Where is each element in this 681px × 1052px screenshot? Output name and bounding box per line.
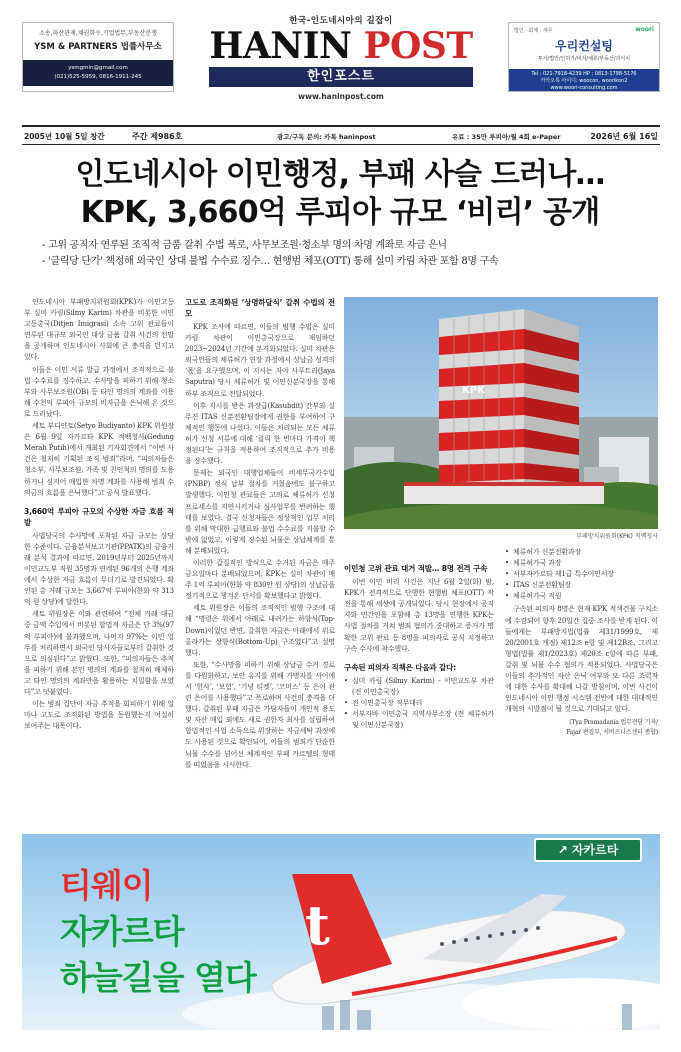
list-item: • 전 이민총국장 직무대리 — [344, 698, 494, 709]
subscription-contact: 광고/구독 문의: 카톡 haninpost — [277, 133, 376, 141]
founded-date: 2005년 10월 5일 창간 — [24, 132, 105, 141]
ad-consulting-contact — [509, 69, 659, 91]
ad-law-firm-email: ysmgmin@gmail.com — [68, 65, 128, 71]
article-column-2 — [185, 297, 335, 772]
paragraph: 세토 위원장은 이와 관련하여 “전체 거래 대금 중 금액 수입에서 비롯된 합법적 자금은 단 3%(97억 루피아)에 불과했으며, 나머지 97%는 이민 업무를 처리하면서 외국인 당사자들로부터 갈취한 것으로 의심된다”고 밝혔다. 또한, “피의자들은 추적을 피하기 위해 본인 명의의 계좌를 철저히 배제하고 타인 명의의 계좌만을 활용하는 치밀함을 보였다”고 덧붙였다. — [24, 610, 174, 696]
headline-line-1: 인도네시아 이민행정, 부패 사슬 드러나… — [75, 157, 605, 192]
kpk-building-illustration — [344, 297, 658, 529]
section-heading: 이민청 고위 관료 대거 적발… 8명 전격 구속 — [344, 564, 488, 574]
paragraph: 이는 범죄 집단이 자금 추적을 회피하기 위해 얼마나 고도로 조직화된 방법을 동원했는지 여실히 보여주는 대목이다. — [24, 700, 174, 731]
ad-destination: 자카르타 — [60, 912, 184, 951]
section-heading: 구속된 피의자 직책은 다음과 같다: — [344, 662, 457, 672]
ad-law-firm-services: 소송,파산관재,채권회수,기업법무,부동산분쟁 — [39, 30, 157, 37]
paragraph: 세토 부디얀토(Setyo Budiyanto) KPK 위원장은 6월 9일 자카르타 KPK 적백청사(Gedung Merah Putih)에서 개최된 기자회견에서 “이번 사건은 철저히 기획된 조직 범죄”라며, “피의자들은 청소부, 사무보조원, 가족 및 친인척의 명의를 도용하거나 심지어 매입한 차명 계좌를 사용해 범죄 수익금의 흐름을 은닉했다”고 공식 발표했다. — [24, 422, 174, 497]
article-column-3 — [344, 545, 494, 733]
ad-consulting-name: 우리컨설팅 — [555, 39, 613, 53]
main-headline — [20, 156, 660, 232]
byline: Fajar 편집부, 서비즈니스센터 종합) — [566, 729, 658, 737]
paragraph: 이후 지시를 받은 과장급(Kasubdit) 간부와 실무진 ITAS 신분전환팀장에게 권한을 부여하여 구체적인 행동에 나섰다. 이들은 처리되는 모든 체류허가 신청 서류에 대해 ‘클릭 한 번마다 가격이 책정된다’는 규칙을 적용하여 조직적으로 추가 비용을 징수했다. — [185, 401, 335, 466]
ad-slogan: 하늘길을 열다 — [60, 958, 256, 997]
ad-law-firm-phone: (021)525-5959, 0816-1911-245 — [54, 74, 142, 80]
paragraph: 인도네시아 부패방지위원회(KPK)가 이민고등부 실미 카림(Silmy Karim) 차관을 비롯한 이민고등총국(Ditjen Imigrasi) 소속 고위 관료들이 연루된 대규모 외국인 대상 금품 갈취 사건의 전말을 공개하며 인도네시아 사회에 큰 충격을 던지고 있다. — [24, 298, 174, 362]
ad-law-firm-name: YSM & PARTNERS 법률사무소 — [34, 42, 162, 52]
brand-url[interactable]: www.haninpost.com — [298, 92, 384, 101]
ad-law-firm-contact — [23, 60, 173, 86]
section-heading: 고도로 조직화된 ‘상명하달식’ 갈취 수법의 전모 — [185, 298, 335, 318]
brand-korean-name: 한인포스트 — [209, 67, 473, 87]
paragraph: 세토 위원장은 이들의 조직적인 범행 구조에 대해 “명령은 위에서 아래로 내려가는 하향식(Top-Down)이었던 반면, 갈취한 자금은 아래에서 위로 올라가는 상향식(Bottom-Up) 구조였다”고 설명했다. — [185, 604, 335, 657]
article-column-4 — [505, 545, 658, 738]
tail-logo-glyph: t — [305, 893, 330, 957]
logo-hanin: HANIN — [209, 25, 352, 67]
paragraph: 또한, “수사망을 피하기 위해 상납금 수거 경로를 다원화하고, 보안 유지를 위해 가명자를 사이에서 ‘헌사’, ‘보험’, ‘기념 티켓’, ‘코머스’ 등 은어 관련 은어를 사용했다”고 폭로하며 사건의 충격을 더했다. 갈취된 부패 자금은 가담자들이 개인적 용도 및 자산 매입 외에도 새로 권한자 최사를 설립하여 합법적인 사업 소득으로 위장하는 자금세탁 과정에도 사용된 것으로 확인되어, 이들의 범죄가 단순한 뇌물 수수를 넘어선 체계적인 부패 카르텔의 형태를 띠었음을 시사한다. — [185, 660, 335, 769]
building-sign: KPK — [462, 385, 485, 396]
suspect-list — [344, 676, 494, 731]
kpk-building-photo — [344, 297, 658, 529]
suspect-list-continued — [505, 547, 658, 602]
photo-caption: 부패방지위원회(KPK) 적백청사 — [576, 533, 658, 540]
ad-consulting-kakao: 카카오톡 아이디: woocon, woorikon2 — [540, 78, 628, 84]
issue-date: 2026년 6월 16일 — [590, 132, 658, 141]
subscription-price: 유료 : 35만 루피아/월 4회 e-Paper — [452, 133, 561, 141]
list-item: • 서부자바 이민총국 지역사무소장 (전 체류허가 및 이민신분국장) — [344, 709, 494, 731]
paragraph: 이번 이민 비리 사건은 지난 6월 2일(화) 밤, KPK가 전격적으로 단행한 현행범 체포(OTT) 작전을 통해 세상에 공개되었다. 당시 현장에서 공직자와 민간인을 포함해 총 13명을 연행한 KPK는 사법 절차를 거쳐 범죄 혐의가 중대하고 증거가 명확한 고위 관료 등 8명을 피의자로 공식 지정하고 구속 수사에 착수했다. — [344, 578, 494, 653]
brand-tagline: 한국-인도네시아의 길잡이 — [289, 16, 393, 26]
list-item: • 체류허가국 과장 — [505, 558, 658, 569]
issue-info-bar — [22, 125, 660, 145]
list-item: • ITAS 신분전환팀장 — [505, 580, 658, 591]
subheadline: - 고위 공직자 연루된 조직적 금품 갈취 수법 폭로, 사무보조원·청소부 명의 차명 계좌로 자금 은닉 — [42, 240, 447, 251]
ad-consulting[interactable] — [508, 22, 660, 92]
ad-law-firm[interactable] — [22, 22, 174, 92]
ad-consulting-tag: 법인 · 회계 · 세무 — [514, 28, 553, 34]
ad-consulting-web: www.woori-consulting.com — [550, 85, 618, 91]
paragraph: 문제는 외국인 대행업체들이 비세무국가수입(PNBP) 정식 납부 절차를 거쳤음에도 불구하고 발생했다. 이민청 관료들은 고의로 체류허가 신청 프로세스를 지연시키거나 심사업무를 반려하는 행태를 보였다. 결국 신청자들은 정상적인 업무 처리를 위해 막대한 급행료와 불법 수수료를 지불할 수밖에 없었고, 이렇게 징수된 뇌물은 상납체계를 통해 분배되었다. — [185, 469, 335, 555]
list-item: • 체류허가국 직원 — [505, 591, 658, 602]
paragraph: KPK 조사에 따르면, 이들의 범행 수법은 실미 카림 차관이 이민총국장으로 재임하던 2023~2024년 기간에 본격화되었다. 실미 차관은 외국인들의 체류허가 연장 과정에서 상납금 성격의 ‘몫’을 요구했으며, 이 지시는 자야 사푸트라(Jaya Saputra) 당시 체류허가 및 이민신분국장을 통해 하부 조직으로 전달되었다. — [185, 323, 335, 398]
ad-airline-name: 티웨이 — [60, 866, 153, 905]
list-item: • 체류허가 신분전환과장 — [505, 547, 658, 558]
paragraph — [344, 545, 494, 556]
ad-consulting-tel: Tel : 021-7918-4239 HP : 0813-1798-5176 — [531, 71, 637, 77]
subheadlines — [42, 238, 662, 270]
paragraph: 이들은 이민 서류 발급 과정에서 조직적으로 불법 수수료를 징수하고, 수사망을 피하기 위해 청소부와 사무보조원(OB) 등 타인 명의의 계좌를 이용해 수천억 루피아 규모의 비자금을 은닉해 온 것으로 드러났다. — [24, 365, 174, 418]
paragraph: 사법당국의 수사망에 포착된 자금 규모는 상당한 수준이다. 금융분석보고기관(PPATK)의 금융거래 분석 결과에 따르면, 2019년부터 2025년까지 이민교도부 직원 35명과 연계된 96개의 은행 계좌에서 수상한 자금 흐름이 무더기로 발견되었다. 확인된 총 거래 규모는 3,667억 루피아(한화 약 313억 원 상당)에 달한다. — [24, 531, 174, 607]
headline-line-2: KPK, 3,660억 루피아 규모 ‘비리’ 공개 — [80, 195, 600, 230]
ad-consulting-subtitle: 투자/법인/인허가/비자/체류/부동산/리서치 — [537, 56, 631, 62]
brand-logo[interactable] — [205, 25, 477, 67]
subheadline: - '클릭당 단가' 책정해 외국인 상대 불법 수수료 징수… 현행범 체포(OTT) 통해 실미 카림 차관 포함 8명 구속 — [42, 256, 499, 267]
list-item: • 서부자카르타 제1급 특수이민서장 — [505, 569, 658, 580]
logo-post: POST — [363, 25, 473, 67]
list-item: • 실미 카림 (Silmy Karim) - 이민교도부 차관 (전 이민총국장) — [344, 676, 494, 698]
section-heading: 3,660억 루피아 규모의 수상한 자금 흐름 적발 — [24, 506, 174, 527]
ad-consulting-logo: woori — [635, 26, 654, 33]
issue-number: 주간 제986호 — [132, 132, 183, 141]
destination-road-sign: ↗ 자카르타 — [534, 838, 642, 862]
tway-ad-banner[interactable] — [22, 834, 660, 1030]
paragraph: 구속된 피의자 8명은 현재 KPK 적색건물 구치소에 수감되어 향후 20일간 집중 조사를 받게 된다. 이들에게는 부패방지법(법률 제31/1999호, 제20/2001호 개정) 제12조 e항 및 제12B조, 그리고 형법(법률 제1/2023호) 제20조 c항에 따른 부패, 갈취 및 뇌물 수수 혐의가 적용되었다. 사법당국은 이들의 추가적인 자산 은닉 여부와 또 다른 조력자에 대한 수사를 확대해 나갈 방침이며, 이번 사건이 인도네시아 이민 행정 시스템 전반에 대한 대대적인 개혁의 시발점이 될 것으로 기대되고 있다. — [505, 605, 658, 714]
paragraph: 이러한 갑질적인 방식으로 수거된 자금은 매주 금요일마다 분배되었으며, KPK는 실미 차관이 매주 1억 루피아(한화 약 830만 원 상당)의 상납금을 정기적으로 챙겨온 단서를 확보했다고 밝혔다. — [185, 558, 335, 601]
byline: (Tya Pramadania 법무전담 기자/ — [569, 719, 658, 727]
masthead — [0, 0, 681, 120]
newspaper-brand — [205, 14, 477, 101]
article-column-1 — [24, 297, 174, 733]
